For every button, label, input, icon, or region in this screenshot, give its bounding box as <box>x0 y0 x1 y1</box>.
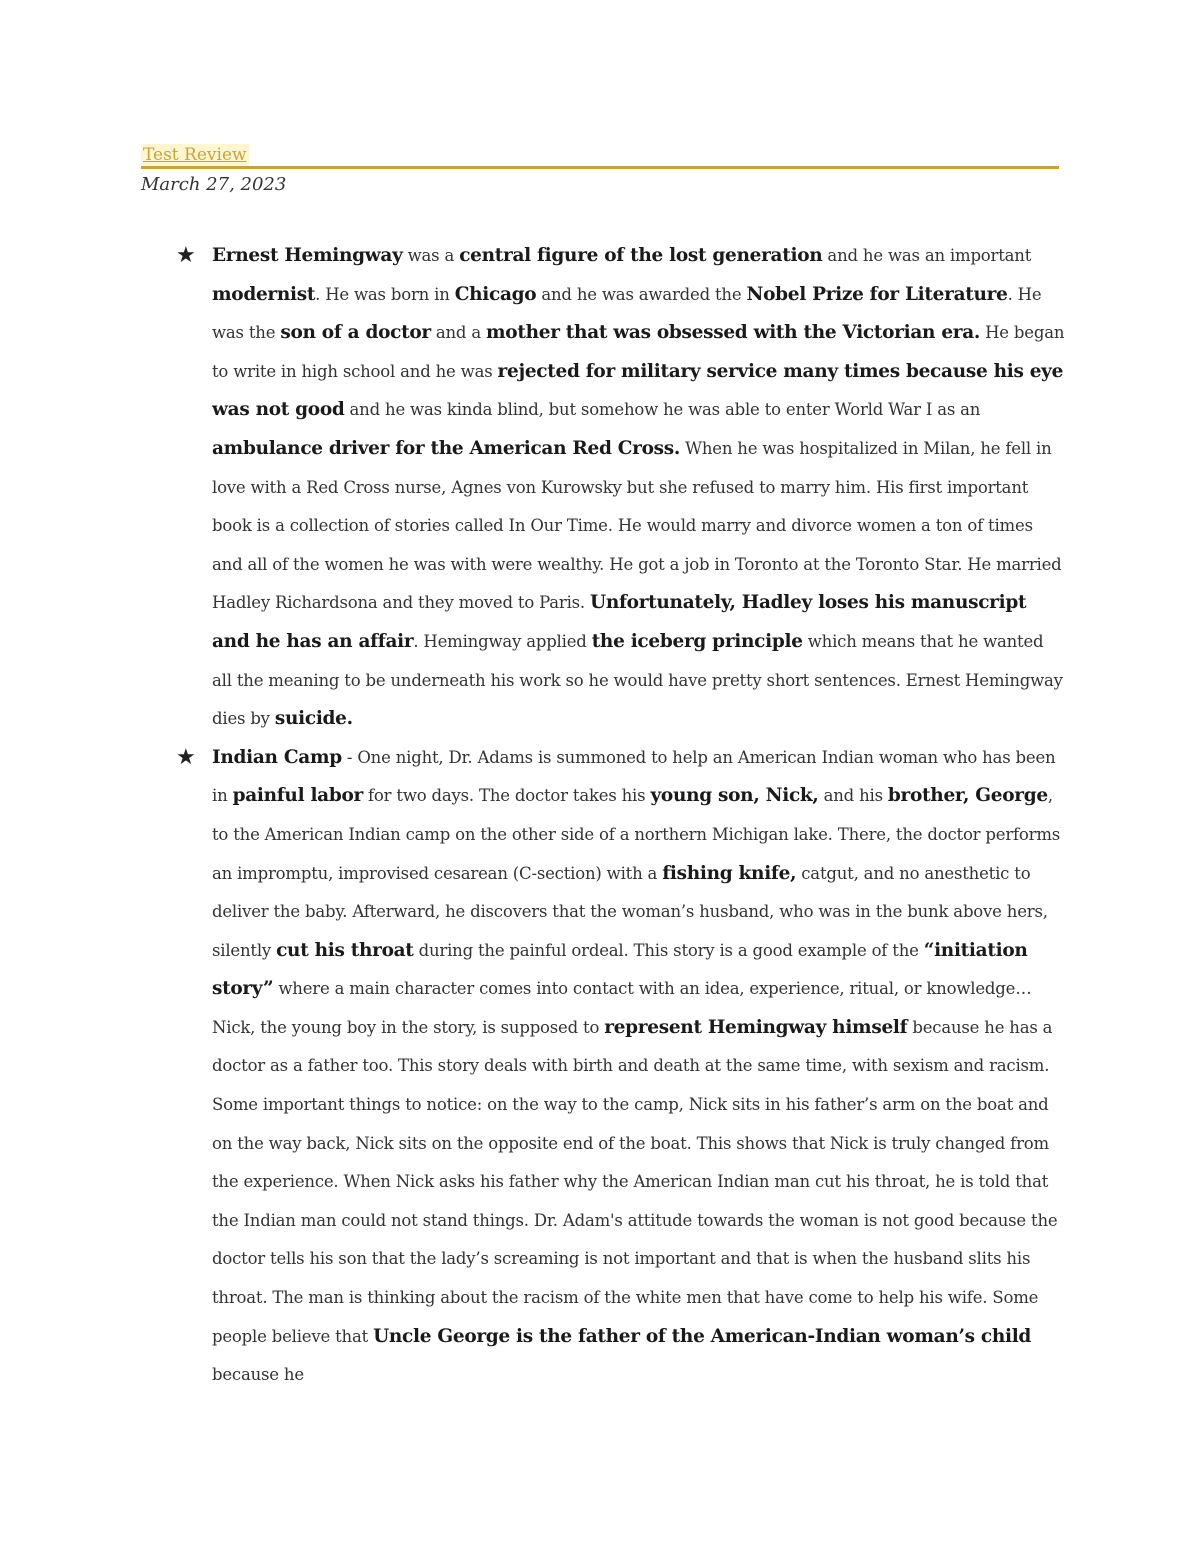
bold-term: Unfortunately, Hadley loses his manuscript and he has an affair <box>212 592 1027 652</box>
bold-term: central figure of the lost generation <box>459 245 823 266</box>
bold-term: Nobel Prize for Literature <box>746 283 1008 305</box>
star-icon: ★ <box>176 744 196 770</box>
body-text: He began to write in high school and he was <box>212 323 1065 381</box>
body-text: When he was hospitalized in Milan, he fell in love with a Red Cross nurse, Agnes von Kurowsky but she refused to marry him. His first important book is a collection of stories called In Our Time. He would marry and divorce women a ton of times and all of the women he was with were wealthy. He got a job in Toronto at the Toronto Star. He married Hadley Richardsona and they moved to Paris. <box>212 438 1062 613</box>
document-title[interactable]: Test Review <box>143 145 247 165</box>
bold-term: Indian Camp <box>212 746 342 768</box>
bold-term: ambulance driver for the American Red Cross. <box>212 437 681 459</box>
bold-term: young son, Nick, <box>650 785 819 807</box>
bold-term: modernist <box>212 283 316 305</box>
body-text: and a <box>430 323 487 343</box>
body-text: during the painful ordeal. This story is a good example of the <box>413 940 924 960</box>
bold-term: fishing knife, <box>662 862 797 884</box>
body-text: which means that he wanted all the meaning to be underneath his work so he would have pretty short sentences. Ernest Hemingway dies by <box>212 631 1063 729</box>
bullet-item-indian-camp <box>176 739 1066 1395</box>
bold-term: mother that was obsessed with the Victorian era. <box>486 322 981 344</box>
bold-term: son of a doctor <box>280 322 431 344</box>
bold-term: “initiation story” <box>212 939 1028 1000</box>
bullet-text <box>212 748 1060 1385</box>
star-icon: ★ <box>176 243 196 268</box>
bold-term: rejected for military service many times because his eye was not good <box>212 360 1064 421</box>
body-text: and he was kinda blind, but somehow he was able to enter World War I as an <box>344 400 981 420</box>
body-text: and his <box>818 786 888 806</box>
bold-term: painful labor <box>232 785 363 807</box>
bold-term: the iceberg principle <box>591 630 803 652</box>
bullet-text <box>212 246 1064 728</box>
body-text: was a <box>402 246 460 265</box>
bold-term: represent Hemingway himself <box>604 1016 908 1038</box>
body-text: , to the American Indian camp on the other side of a northern Michigan lake. There, the doctor performs an impromptu, improvised cesarean (C-section) with a <box>212 786 1061 883</box>
body-text: because he has a doctor as a father too. This story deals with birth and death at the same time, with sexism and racism. Some important things to notice: on the way to the camp, Nick sits in his father’s arm on the boat and on the way back, Nick sits on the opposite end of the boat. This shows that Nick is truly changed from the experience. When Nick asks his father why the American Indian man cut his throat, he is told that the Indian man could not stand things. Dr. Adam's attitude towards the woman is not good because the doctor tells his son that the lady’s screaming is not important and that is when the husband slits his throat. The man is thinking about the racism of the white men that have come to help his wife. Some people believe that <box>212 1017 1058 1346</box>
bullet-item-hemingway <box>176 237 1066 739</box>
document-date: March 27, 2023 <box>141 174 287 195</box>
bullet-list <box>176 237 1066 1395</box>
body-text: and he was awarded the <box>536 284 747 304</box>
bold-term: suicide. <box>274 708 353 730</box>
body-text: . He was the <box>212 284 1042 343</box>
body-text: for two days. The doctor takes his <box>362 786 651 806</box>
bold-term: cut his throat <box>276 939 414 961</box>
header-rule <box>141 140 1059 169</box>
body-text: and he was an important <box>822 246 1032 265</box>
bold-term: Ernest Hemingway <box>212 245 403 266</box>
bold-term: brother, George <box>887 785 1048 807</box>
body-text: because he <box>212 1365 304 1385</box>
body-text: catgut, and no anesthetic to deliver the baby. Afterward, he discovers that the woman’s husband, who was in the bunk above hers, silently <box>212 863 1048 960</box>
bold-term: Chicago <box>454 283 537 305</box>
body-text: where a main character comes into contact with an idea, experience, ritual, or knowledge… Nick, the young boy in the story, is supposed to <box>212 979 1032 1037</box>
bold-term: Uncle George is the father of the American-Indian woman’s child <box>373 1325 1032 1347</box>
body-text: . Hemingway applied <box>413 631 592 651</box>
body-text: - One night, Dr. Adams is summoned to help an American Indian woman who has been in <box>212 747 1056 806</box>
body-text: . He was born in <box>315 284 455 304</box>
